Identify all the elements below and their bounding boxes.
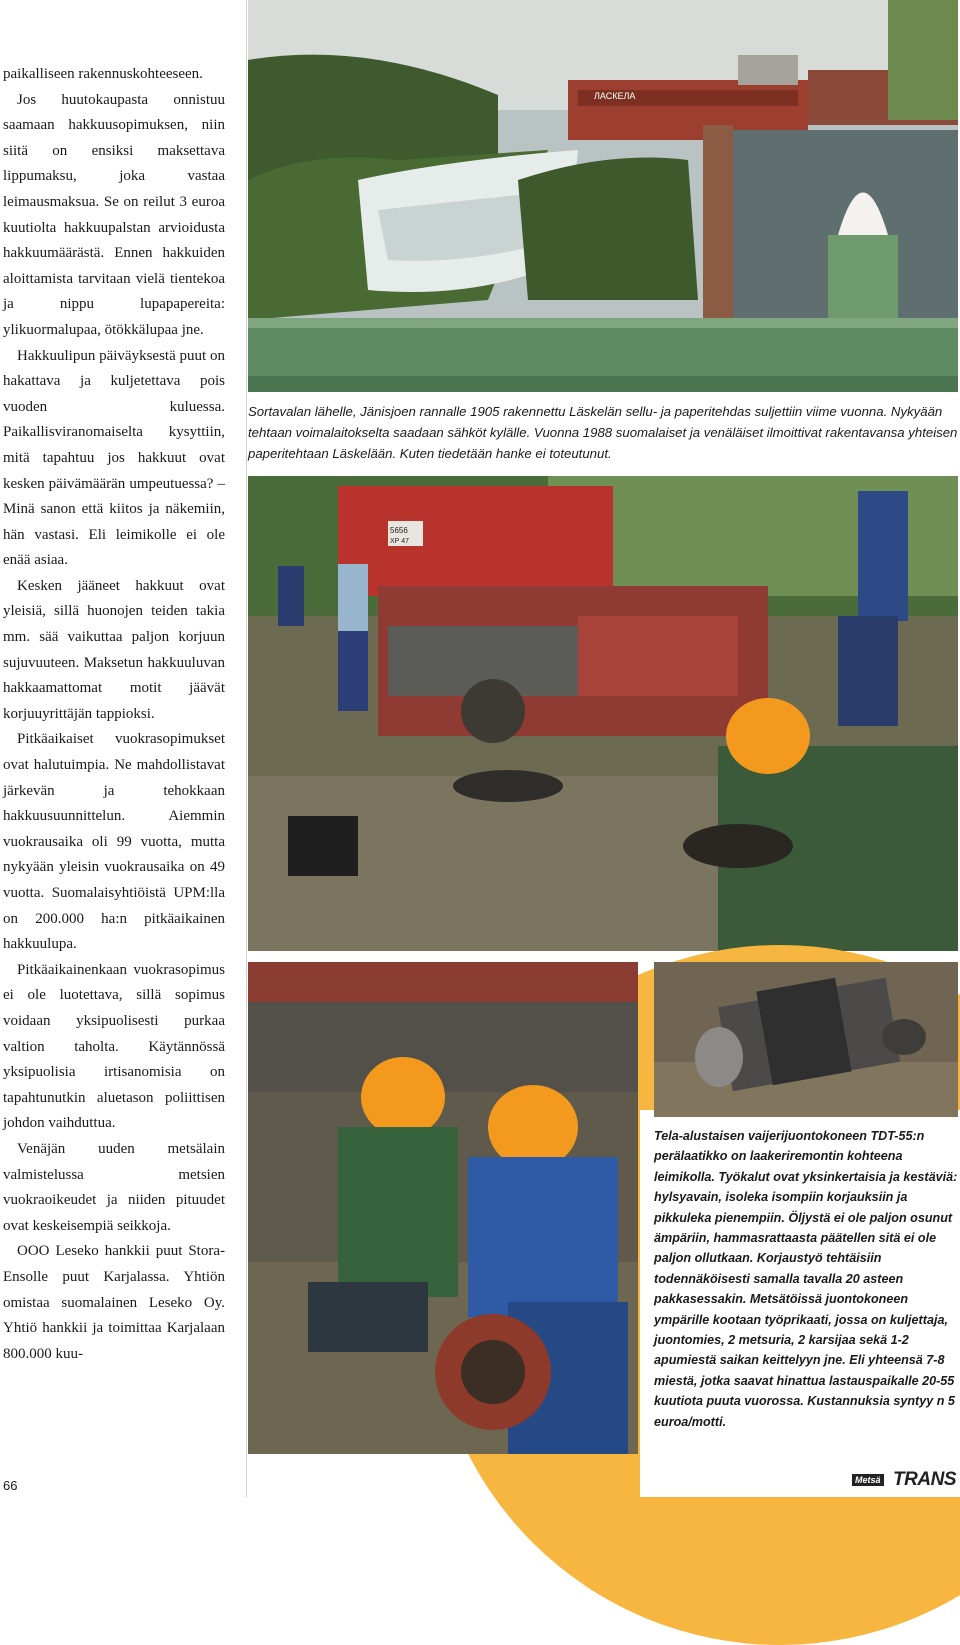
page-number: 66 [3, 1478, 18, 1493]
logo-big-text: TRANS [893, 1469, 956, 1490]
photo-machine-repair [248, 476, 958, 951]
paragraph: Kesken jääneet hakkuut ovat yleisiä, sillä huonojen teiden takia mm. sää vaikuttaa paljon korjuun sujuvuuteen. Maksetun hakkuuluvan hakkaamattomat motit jäävät korjuuyrittäjän tappioksi. [3, 577, 225, 722]
machine-plate-bottom: ХР 47 [390, 538, 410, 545]
paragraph: OOO Leseko hankkii puut Stora-Ensolle puut Karjalassa. Yhtiön omistaa suomalainen Leseko Oy. Yhtiö hankkii ja toimittaa Karjalaan 800.000 kuu- [3, 1243, 225, 1362]
metsatrans-logo [852, 1470, 956, 1492]
photo-river-mill [248, 0, 958, 392]
article-body [3, 62, 225, 1367]
column-divider [246, 0, 247, 1497]
paragraph: Venäjän uuden metsälain valmistelussa metsien vuokraoikeudet ja niiden pituudet ovat keskeisempiä seikkoja. [3, 1140, 225, 1234]
logo-small-text: Metsä [852, 1474, 884, 1486]
paragraph: paikalliseen rakennuskohteeseen. [3, 66, 203, 82]
factory-sign-text: ЛАСКЕЛА [594, 91, 636, 101]
photo-gearbox-work [248, 962, 638, 1454]
paragraph: Pitkäaikaiset vuokrasopimukset ovat halutuimpia. Ne mahdollistavat järkevän ja tehokkaan hakkuusuunnittelun. Aiemmin vuokrausaika oli 99 vuotta, mutta nykyään yleisin vuokrausaika on 49 vuotta. Suomalaisyhtiöistä UPM:lla on 200.000 ha:n pitkäaikainen hakkuulupa. [3, 731, 225, 953]
caption-river-mill: Sortavalan lähelle, Jänisjoen rannalle 1905 rakennettu Läskelän sellu- ja paperitehdas suljettiin viime vuonna. Nykyään tehtaan voimalaitokselta saadaan sähköt kylälle. Vuonna 1988 suomalaiset ja venäläiset ilmoittivat rakentavansa yhteisen paperitehtaan Läskelään. Kuten tiedetään hanke ei toteutunut. [248, 404, 958, 462]
photo-gear-shaft [654, 962, 958, 1117]
paragraph: Hakkuulipun päiväyksestä puut on hakattava ja kuljetettava pois vuoden kuluessa. Paikallisviranomaiselta kysyttiin, mitä tapahtuu jos hakkuut ovat kesken päivämäärän umpeutuessa? – Minä sanon että kiitos ja näkemiin, hän vastasi. Eli leimikolle ei ole enää asiaa. [3, 347, 225, 569]
machine-plate-top: 5656 [390, 526, 408, 535]
caption-machine-repair: Tela-alustaisen vaijerijuontokoneen TDT-55:n perälaatikko on laakeriremontin kohteena leimikolla. Työkalut ovat yksinkertaisia ja kestäviä: hylsyavain, isoleka isompiin korjauksiin ja pikkuleka pienempiin. Öljystä ei ole paljon osunut ämpäriin, hammasrattaasta päätellen sitä ei ole paljon ollutkaan. Korjaustyö tehtäisiin todennäköisesti samalla tavalla 20 asteen pakkasessakin. Metsätöissä juontokoneen ympärille kootaan työprikaati, jossa on kuljettaja, juontomies, 2 metsuria, 2 karsijaa sekä 1-2 apumiestä saikan keittelyyn jne. Eli yhteensä 7-8 miestä, jotka saavat hinattua lastauspaikalle 20-55 kuutiota puuta vuorossa. Kustannuksia syntyy n 5 euroa/motti. [654, 1129, 958, 1429]
paragraph: Pitkäaikainenkaan vuokrasopimus ei ole luotettava, sillä sopimus voidaan yksipuolisesti purkaa valtion taholta. Käytännössä yksipuolisia irtisanomisia on tapahtunutkin aluetason poliittisen johdon vaihduttua. [3, 961, 225, 1132]
paragraph: Jos huutokaupasta onnistuu saamaan hakkuusopimuksen, niin siitä on ensiksi maksettava lippumaksu, joka vastaa leimausmaksua. Se on reilut 3 euroa kuutiolta hakkuupalstan arvioidusta hakkuumäärästä. Ennen hakkuiden aloittamista tarvitaan vielä tientekoa ja nippu lupapapereita: ylikuormalupaa, ötökkälupaa jne. [3, 91, 225, 338]
